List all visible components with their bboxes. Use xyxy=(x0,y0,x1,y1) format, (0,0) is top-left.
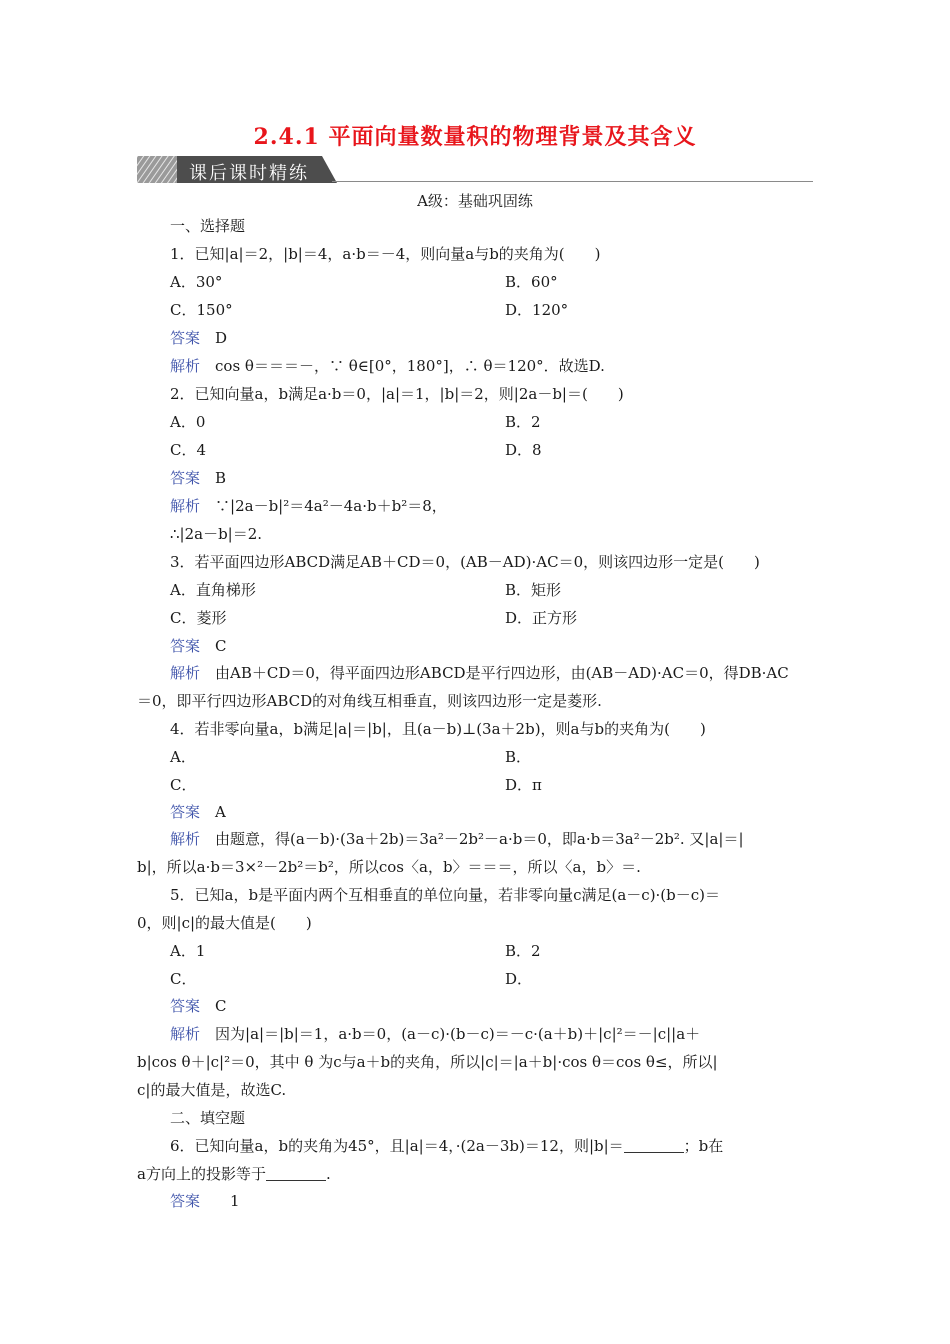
answer-label: 答案 xyxy=(170,469,201,487)
answer-label: 答案 xyxy=(170,637,201,655)
q5-option-d: D． xyxy=(505,970,533,988)
q2-answer xyxy=(170,468,226,488)
q6-stem-text-3: a方向上的投影等于 xyxy=(137,1165,266,1183)
q1-option-c: C．150° xyxy=(170,301,233,319)
q4-stem: 4．若非零向量a，b满足|a|＝|b|，且(a－b)⊥(3a＋2b)，则a与b的夹角为( ) xyxy=(170,720,706,738)
q4-analysis xyxy=(170,829,744,849)
q6-answer-value: 1 xyxy=(230,1192,240,1210)
analysis-label: 解析 xyxy=(170,830,201,848)
q4-option-d: D．π xyxy=(505,776,542,794)
section-heading-choice: 一、选择题 xyxy=(170,217,246,235)
q5-analysis-line2: b|cos θ＋|c|²＝0，其中 θ 为c与a＋b的夹角，所以|c|＝|a＋b|·cos θ＝cos θ≤，所以| xyxy=(137,1053,718,1071)
analysis-label: 解析 xyxy=(170,357,201,375)
q5-answer-value: C xyxy=(215,997,227,1015)
q2-option-b: B．2 xyxy=(505,413,541,431)
q1-option-d: D．120° xyxy=(505,301,569,319)
q5-option-a: A．1 xyxy=(170,942,206,960)
q6-stem-text-4: . xyxy=(325,1165,331,1183)
q3-option-a: A．直角梯形 xyxy=(170,581,256,599)
q2-option-d: D．8 xyxy=(505,441,542,459)
q3-option-c: C．菱形 xyxy=(170,609,227,627)
q6-blank-1 xyxy=(624,1137,684,1153)
q6-stem-text-2: ；b在 xyxy=(683,1137,724,1155)
q2-option-a: A．0 xyxy=(170,413,206,431)
q5-analysis-line3: c|的最大值是，故选C. xyxy=(137,1081,287,1099)
q4-answer xyxy=(170,802,226,822)
section-heading-fill: 二、填空题 xyxy=(170,1109,246,1127)
q5-option-c: C． xyxy=(170,970,197,988)
q6-stem xyxy=(170,1136,723,1156)
q4-option-b: B． xyxy=(505,748,532,766)
q2-analysis-text: ∵|2a－b|²＝4a²－4a·b＋b²＝8， xyxy=(215,497,447,515)
q2-analysis xyxy=(170,496,447,516)
q1-answer xyxy=(170,328,227,348)
q3-stem: 3．若平面四边形ABCD满足AB＋CD＝0，(AB－AD)·AC＝0，则该四边形一定是( ) xyxy=(170,553,760,571)
banner-label: 课后课时精练 xyxy=(189,163,309,184)
answer-label: 答案 xyxy=(170,329,201,347)
q3-analysis-text: 由AB＋CD＝0，得平面四边形ABCD是平行四边形，由(AB－AD)·AC＝0，得DB·AC xyxy=(215,664,789,682)
section-banner xyxy=(137,156,813,184)
q4-analysis-line2: b|，所以a·b＝3×²－2b²＝b²，所以cos〈a，b〉＝＝＝，所以〈a，b〉＝. xyxy=(137,858,641,876)
q3-answer-value: C xyxy=(215,637,227,655)
q6-blank-2 xyxy=(266,1165,326,1181)
q1-stem: 1．已知|a|＝2，|b|＝4，a·b＝－4，则向量a与b的夹角为( ) xyxy=(170,245,601,263)
q3-answer xyxy=(170,636,227,656)
q5-stem: 5．已知a，b是平面内两个互相垂直的单位向量，若非零向量c满足(a－c)·(b－c)＝ xyxy=(170,886,721,904)
q3-option-b: B．矩形 xyxy=(505,581,562,599)
q6-stem-text: 6．已知向量a，b的夹角为45°，且|a|＝4，·(2a－3b)＝12，则|b|＝ xyxy=(170,1137,624,1155)
q3-option-d: D．正方形 xyxy=(505,609,578,627)
q5-analysis xyxy=(170,1024,700,1044)
q1-analysis-text: cos θ＝＝＝－，∵ θ∈[0°，180°]，∴ θ＝120°．故选D. xyxy=(215,357,605,375)
q1-answer-value: D xyxy=(215,329,228,347)
answer-label: 答案 xyxy=(170,997,201,1015)
q3-analysis xyxy=(170,663,789,683)
q3-analysis-line2: ＝0，即平行四边形ABCD的对角线互相垂直，则该四边形一定是菱形. xyxy=(137,692,602,710)
analysis-label: 解析 xyxy=(170,664,201,682)
q1-option-a: A．30° xyxy=(170,273,223,291)
q2-analysis-line2: ∴|2a－b|＝2. xyxy=(170,525,263,543)
q5-option-b: B．2 xyxy=(505,942,541,960)
level-heading: A级：基础巩固练 xyxy=(417,192,533,210)
answer-label: 答案 xyxy=(170,803,201,821)
q2-option-c: C．4 xyxy=(170,441,207,459)
q5-stem-line2: 0，则|c|的最大值是( ) xyxy=(137,914,312,932)
q1-option-b: B．60° xyxy=(505,273,558,291)
q5-analysis-text: 因为|a|＝|b|＝1，a·b＝0，(a－c)·(b－c)＝－c·(a＋b)＋|c|²＝－|c||a＋ xyxy=(215,1025,701,1043)
answer-label: 答案 xyxy=(170,1192,201,1210)
q5-answer xyxy=(170,996,227,1016)
q6-stem-line2 xyxy=(137,1164,331,1184)
analysis-label: 解析 xyxy=(170,1025,201,1043)
q4-option-a: A． xyxy=(170,748,196,766)
q2-answer-value: B xyxy=(215,469,227,487)
q4-option-c: C． xyxy=(170,776,197,794)
analysis-label: 解析 xyxy=(170,497,201,515)
q4-answer-value: A xyxy=(215,803,226,821)
q1-analysis xyxy=(170,356,605,376)
page-title: 2.4.1 平面向量数量积的物理背景及其含义 xyxy=(253,124,697,150)
q2-stem: 2．已知向量a，b满足a·b＝0，|a|＝1，|b|＝2，则|2a－b|＝( ) xyxy=(170,385,624,403)
q4-analysis-text: 由题意，得(a－b)·(3a＋2b)＝3a²－2b²－a·b＝0，即a·b＝3a²－2b². 又|a|＝| xyxy=(215,830,744,848)
banner-rule xyxy=(332,181,813,182)
q6-answer xyxy=(170,1191,240,1211)
